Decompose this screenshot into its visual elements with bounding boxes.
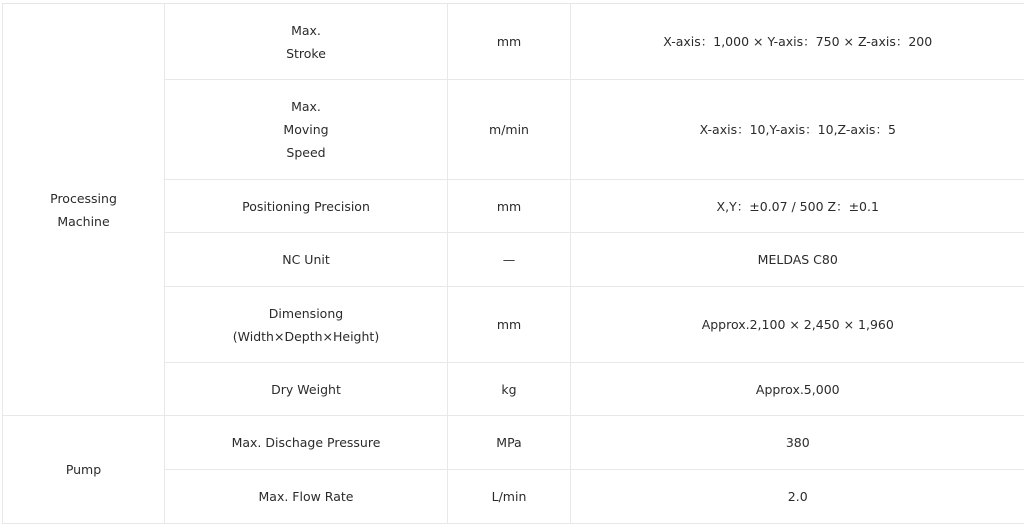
unit-cell: m/min [448,80,571,180]
spec-table [2,3,1024,524]
unit-cell: L/min [448,470,571,524]
unit-cell: mm [448,180,571,233]
item-cell: Max. Dischage Pressure [165,416,448,470]
unit-cell: mm [448,287,571,363]
value-cell: X-axis：1,000 × Y-axis：750 × Z-axis：200 [571,4,1024,80]
group-label-processing-machine: Processing Machine [3,4,165,416]
table-row [3,416,1024,470]
unit-cell: MPa [448,416,571,470]
value-cell: Approx.2,100 × 2,450 × 1,960 [571,287,1024,363]
value-cell: X-axis：10,Y-axis：10,Z-axis：5 [571,80,1024,180]
item-cell: Max. Flow Rate [165,470,448,524]
value-cell: MELDAS C80 [571,233,1024,287]
value-cell: X,Y：±0.07 / 500 Z：±0.1 [571,180,1024,233]
item-cell: Dimensiong (Width×Depth×Height) [165,287,448,363]
group-label-pump: Pump [3,416,165,524]
item-cell: Max. Moving Speed [165,80,448,180]
item-cell: Positioning Precision [165,180,448,233]
value-cell: 380 [571,416,1024,470]
item-cell: Max. Stroke [165,4,448,80]
value-cell: Approx.5,000 [571,363,1024,416]
unit-cell: mm [448,4,571,80]
table-row [3,4,1024,80]
value-cell: 2.0 [571,470,1024,524]
unit-cell: — [448,233,571,287]
unit-cell: kg [448,363,571,416]
item-cell: NC Unit [165,233,448,287]
item-cell: Dry Weight [165,363,448,416]
